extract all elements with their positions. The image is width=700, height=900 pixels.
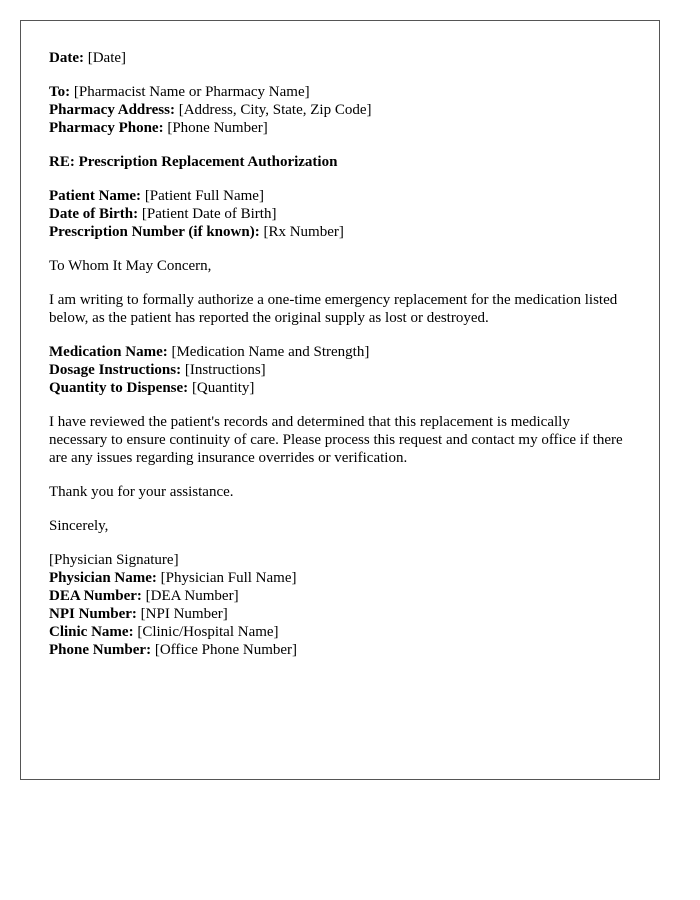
pharmacy-address-value: [Address, City, State, Zip Code] (178, 102, 372, 118)
patient-block (49, 187, 631, 241)
physician-name-value: [Physician Full Name] (160, 570, 297, 586)
patient-name-value: [Patient Full Name] (144, 188, 264, 204)
body-paragraph: I have reviewed the patient's records and determined that this replacement is medically necessary to ensure continuity of care. Please process this request and contact my office if there are any issues regarding insurance overrides or verification. (49, 414, 623, 466)
patient-dob-label: Date of Birth: (49, 206, 139, 222)
patient-dob-value: [Patient Date of Birth] (141, 206, 277, 222)
quantity-value: [Quantity] (191, 380, 255, 396)
dea-number-label: DEA Number: (49, 588, 142, 604)
prescription-number-line (49, 223, 631, 241)
salutation: To Whom It May Concern, (49, 258, 212, 274)
subject-line: RE: Prescription Replacement Authorization (49, 154, 338, 170)
clinic-name-label: Clinic Name: (49, 624, 134, 640)
date-value: [Date] (87, 50, 127, 66)
subject-block (49, 153, 631, 171)
phone-number-line (49, 641, 631, 659)
quantity-line (49, 379, 631, 397)
dea-number-value: [DEA Number] (145, 588, 239, 604)
recipient-to-line (49, 83, 631, 101)
letter-page (20, 20, 660, 780)
recipient-to-label: To: (49, 84, 71, 100)
medication-name-line (49, 343, 631, 361)
prescription-number-label: Prescription Number (if known): (49, 224, 260, 240)
intro-paragraph: I am writing to formally authorize a one-time emergency replacement for the medication listed below, as the patient has reported the original supply as lost or destroyed. (49, 292, 618, 326)
date-block (49, 49, 631, 67)
pharmacy-phone-line (49, 119, 631, 137)
patient-name-label: Patient Name: (49, 188, 142, 204)
recipient-to-value: [Pharmacist Name or Pharmacy Name] (73, 84, 310, 100)
phone-number-value: [Office Phone Number] (154, 642, 298, 658)
physician-name-line (49, 569, 631, 587)
pharmacy-phone-value: [Phone Number] (167, 120, 268, 136)
medication-name-value: [Medication Name and Strength] (171, 344, 370, 360)
pharmacy-address-line (49, 101, 631, 119)
npi-number-line (49, 605, 631, 623)
npi-number-value: [NPI Number] (140, 606, 228, 622)
patient-dob-line (49, 205, 631, 223)
date-label: Date: (49, 50, 84, 66)
dea-number-line (49, 587, 631, 605)
pharmacy-phone-label: Pharmacy Phone: (49, 120, 164, 136)
medication-name-label: Medication Name: (49, 344, 168, 360)
dosage-instructions-label: Dosage Instructions: (49, 362, 182, 378)
clinic-name-value: [Clinic/Hospital Name] (137, 624, 279, 640)
recipient-block (49, 83, 631, 137)
medication-block (49, 343, 631, 397)
prescription-number-value: [Rx Number] (263, 224, 344, 240)
thanks-line: Thank you for your assistance. (49, 484, 234, 500)
clinic-name-line (49, 623, 631, 641)
date-line (49, 49, 631, 67)
dosage-instructions-value: [Instructions] (184, 362, 266, 378)
dosage-instructions-line (49, 361, 631, 379)
npi-number-label: NPI Number: (49, 606, 137, 622)
signature-placeholder: [Physician Signature] (49, 552, 179, 568)
phone-number-label: Phone Number: (49, 642, 152, 658)
physician-signature-block (49, 551, 631, 659)
closing-line: Sincerely, (49, 518, 109, 534)
quantity-label: Quantity to Dispense: (49, 380, 189, 396)
patient-name-line (49, 187, 631, 205)
physician-name-label: Physician Name: (49, 570, 157, 586)
pharmacy-address-label: Pharmacy Address: (49, 102, 175, 118)
